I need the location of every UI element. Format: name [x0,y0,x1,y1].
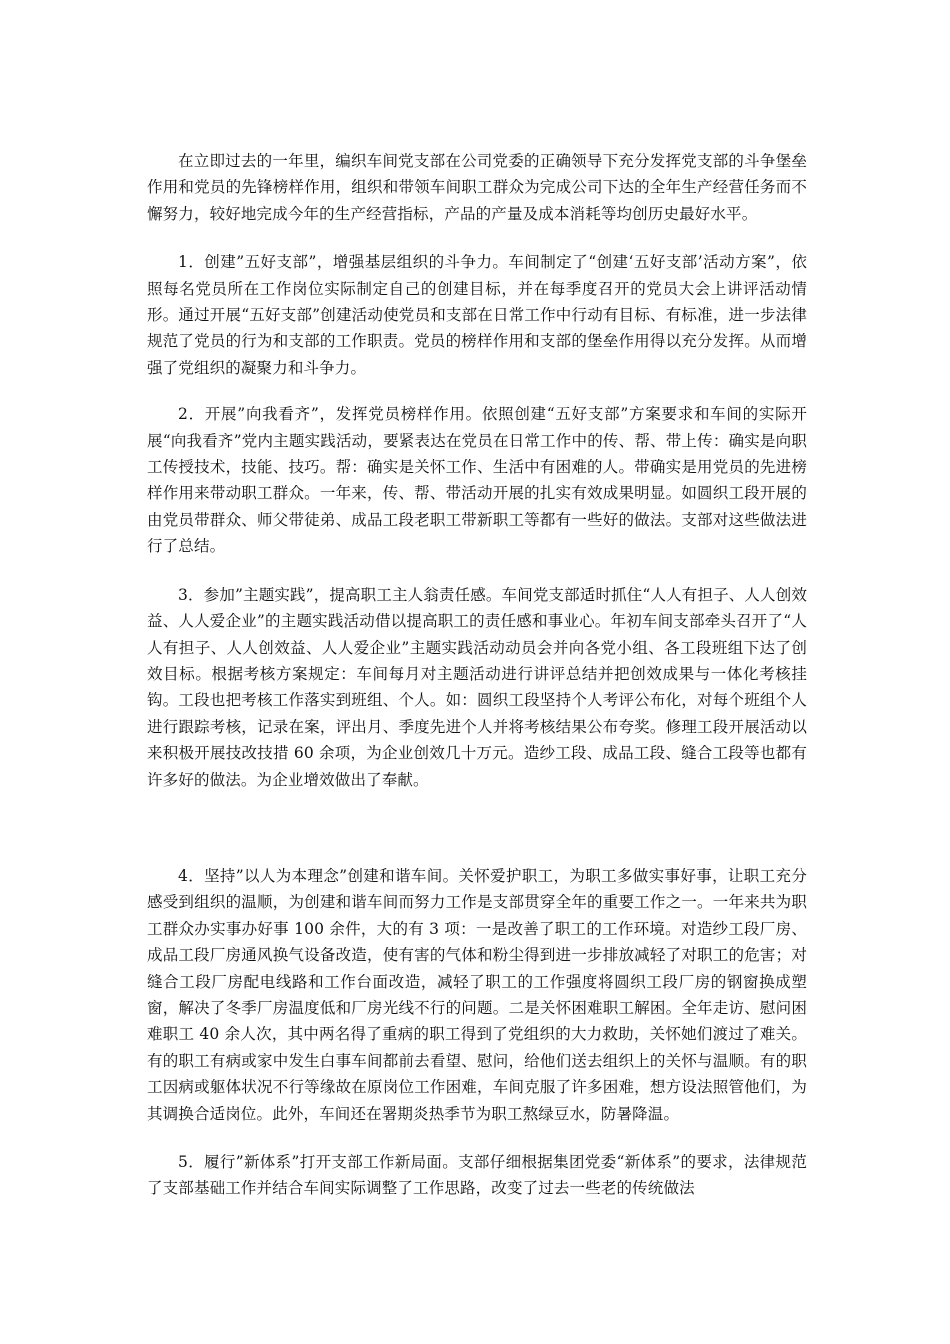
spacer [147,227,807,249]
paragraph-3: 3．参加”主题实践”，提高职工主人翁责任感。车间党支部适时抓住“人人有担子、人人创效益、人人爱企业”的主题实践活动借以提高职工的责任感和事业心。年初车间支部牵头召开了“人人有担子、人人创效益、人人爱企业”主题实践活动动员会并向各党小组、各工段班组下达了创效目标。根据考核方案规定：车间每月对主题活动进行讲评总结并把创效成果与一体化考核挂钩。工段也把考核工作落实到班组、个人。如：圆织工段坚持个人考评公布化，对每个班组个人进行跟踪考核，记录在案，评出月、季度先进个人并将考核结果公布夸奖。修理工段开展活动以来积极开展技改技措 60 余项，为企业创效几十万元。造纱工段、成品工段、缝合工段等也都有许多好的做法。为企业增效做出了奉献。 [147,585,807,789]
spacer [147,1127,807,1149]
intro-paragraph: 在立即过去的一年里，编织车间党支部在公司党委的正确领导下充分发挥党支部的斗争堡垒作用和党员的先锋榜样作用，组织和带领车间职工群众为完成公司下达的全年生产经营任务而不懈努力，较好地完成今年的生产经营指标，产品的产量及成本消耗等均创历史最好水平。 [147,152,807,223]
document-page [147,148,807,1202]
spacer [147,381,807,401]
paragraph-5: 5．履行”新体系”打开支部工作新局面。支部仔细根据集团党委“新体系”的要求，法律规范了支部基础工作并结合车间实际调整了工作思路，改变了过去一些老的传统做法 [147,1153,807,1198]
paragraph-4: 4．坚持”以人为本理念”创建和谐车间。关怀爱护职工，为职工多做实事好事，让职工充分感受到组织的温顺，为创建和谐车间而努力工作是支部贯穿全年的重要工作之一。一年来共为职工群众办实事办好事 100 余件，大的有 3 项：一是改善了职工的工作环境。对造纱工段厂房、成品工段厂房通风换气设备改造，使有害的气体和粉尘得到进一步排放减轻了对职工的危害；对缝合工段厂房配电线路和工作台面改造，减轻了职工的工作强度将圆织工段厂房的钢窗换成塑窗，解决了冬季厂房温度低和厂房光线不行的问题。二是关怀困难职工解困。全年走访、慰问困难职工 40 余人次，其中两名得了重病的职工得到了党组织的大力救助，关怀她们渡过了难关。有的职工有病或家中发生白事车间都前去看望、慰问，给他们送去组织上的关怀与温顺。有的职工因病或躯体状况不行等缘故在原岗位工作困难，车间克服了许多困难，想方设法照管他们，为其调换合适岗位。此外，车间还在署期炎热季节为职工熬绿豆水，防暑降温。 [147,866,807,1123]
paragraph-2: 2．开展”向我看齐”，发挥党员榜样作用。依照创建“五好支部”方案要求和车间的实际开展“向我看齐”党内主题实践活动，要紧表达在党员在日常工作中的传、帮、带上传：确实是向职工传授技术，技能、技巧。帮：确实是关怀工作、生活中有困难的人。带确实是用党员的先进榜样作用来带动职工群众。一年来，传、帮、带活动开展的扎实有效成果明显。如圆织工段开展的由党员带群众、师父带徒弟、成品工段老职工带新职工等都有一些好的做法。支部对这些做法进行了总结。 [147,405,807,556]
paragraph-1: 1．创建”五好支部”，增强基层组织的斗争力。车间制定了“创建‘五好支部’活动方案”，依照每名党员所在工作岗位实际制定自己的创建目标，并在每季度召开的党员大会上讲评活动情形。通过开展“五好支部”创建活动使党员和支部在日常工作中行动有目标、有标准，进一步法律规范了党员的行为和支部的工作职责。党员的榜样作用和支部的堡垒作用得以充分发挥。从而增强了党组织的凝聚力和斗争力。 [147,253,807,377]
spacer [147,793,807,863]
spacer [147,560,807,582]
